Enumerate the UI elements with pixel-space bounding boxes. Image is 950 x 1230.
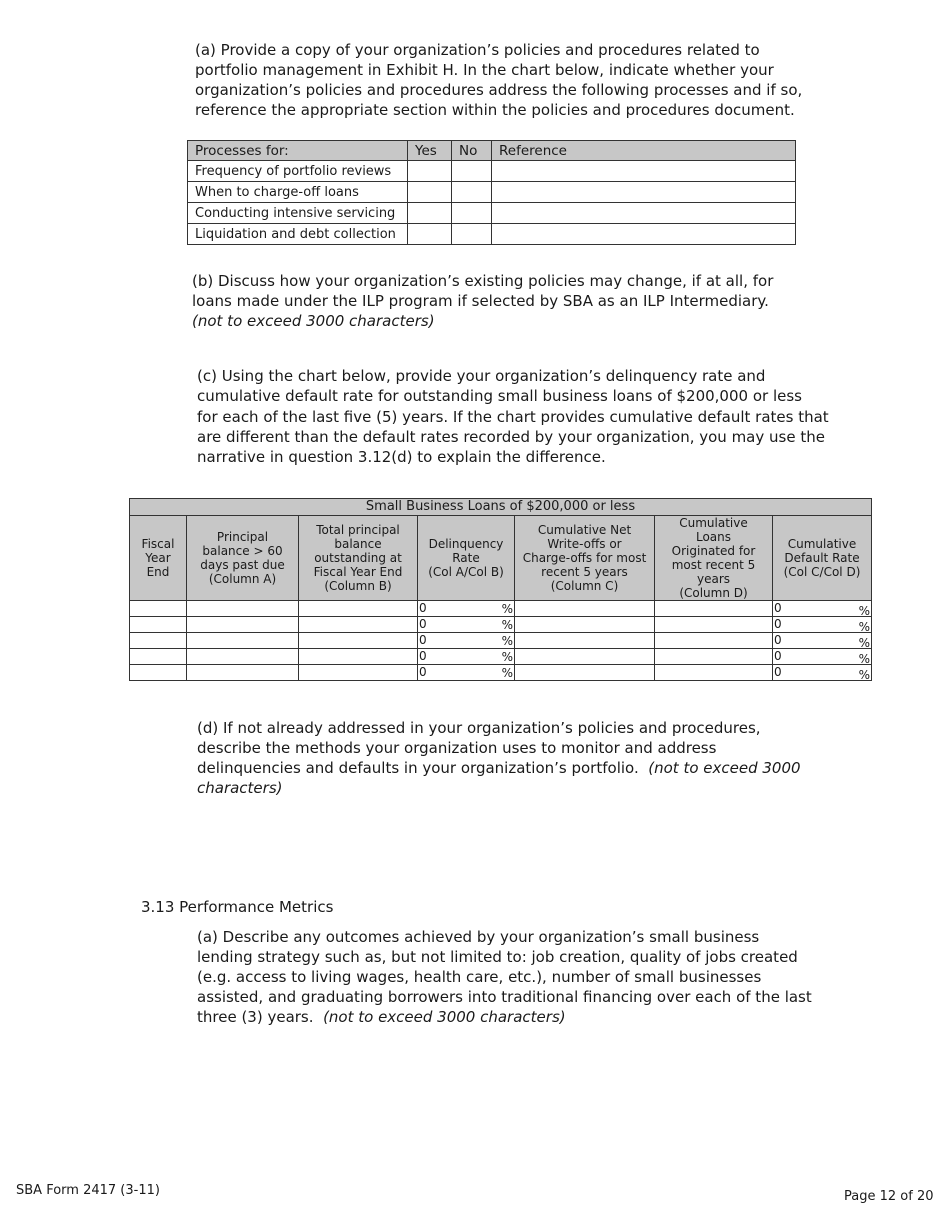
reference-cell[interactable] bbox=[492, 224, 796, 245]
fiscal-year-cell[interactable] bbox=[130, 601, 187, 617]
principal-past-due-cell[interactable] bbox=[187, 601, 299, 617]
section-313a-line: (e.g. access to living wages, health care, etc.), number of small businesses bbox=[197, 968, 762, 986]
header-cumulative-loans-originated: Cumulative Loans Originated for most recent 5 years (Column D) bbox=[655, 516, 773, 601]
table-row bbox=[130, 601, 872, 617]
section-a-text bbox=[195, 40, 802, 120]
section-d-line: (d) If not already addressed in your organization’s policies and procedures, bbox=[197, 719, 761, 737]
section-d-line: describe the methods your organization uses to monitor and address bbox=[197, 739, 717, 757]
loans-originated-cell[interactable] bbox=[655, 665, 773, 681]
loans-originated-cell[interactable] bbox=[655, 649, 773, 665]
no-cell[interactable] bbox=[452, 182, 492, 203]
section-heading: 3.13 Performance Metrics bbox=[141, 898, 334, 916]
loans-originated-cell[interactable] bbox=[655, 601, 773, 617]
section-c-line: narrative in question 3.12(d) to explain the difference. bbox=[197, 448, 606, 467]
default-rate-cell: 0 % bbox=[774, 665, 870, 682]
no-cell[interactable] bbox=[452, 161, 492, 182]
reference-cell[interactable] bbox=[492, 203, 796, 224]
section-c-line: cumulative default rate for outstanding small business loans of $200,000 or less bbox=[197, 387, 802, 406]
table-row bbox=[188, 203, 796, 224]
section-c-line: for each of the last five (5) years. If the chart provides cumulative default rates that bbox=[197, 407, 829, 426]
header-yes: Yes bbox=[408, 141, 452, 161]
header-fiscal-year-end: Fiscal Year End bbox=[130, 516, 187, 601]
principal-past-due-cell[interactable] bbox=[187, 665, 299, 681]
writeoffs-cell[interactable] bbox=[515, 633, 655, 649]
section-c-line: (c) Using the chart below, provide your organization’s delinquency rate and bbox=[197, 367, 766, 385]
yes-cell[interactable] bbox=[408, 161, 452, 182]
delinquency-rate-cell: 0 % bbox=[419, 601, 513, 616]
header-total-principal: Total principal balance outstanding at Fiscal Year End (Column B) bbox=[299, 516, 418, 601]
principal-past-due-cell[interactable] bbox=[187, 617, 299, 633]
loans-table-title: Small Business Loans of $200,000 or less bbox=[130, 499, 872, 516]
small-business-loans-table bbox=[129, 498, 872, 681]
section-313a-line: assisted, and graduating borrowers into traditional financing over each of the last bbox=[197, 988, 812, 1006]
header-cumulative-default-rate: Cumulative Default Rate (Col C/Col D) bbox=[773, 516, 872, 601]
header-no: No bbox=[452, 141, 492, 161]
process-label: Liquidation and debt collection bbox=[188, 224, 408, 245]
default-rate-cell: 0 % bbox=[774, 617, 870, 634]
header-reference: Reference bbox=[492, 141, 796, 161]
section-b-line: loans made under the ILP program if selected by SBA as an ILP Intermediary. bbox=[192, 292, 769, 310]
table-row bbox=[130, 665, 872, 681]
section-b-text bbox=[192, 271, 773, 331]
delinquency-rate-cell: 0 % bbox=[419, 649, 513, 664]
section-d-text bbox=[197, 718, 801, 798]
character-limit-note: (not to exceed 3000 characters) bbox=[323, 1008, 566, 1026]
section-a-line: reference the appropriate section within the policies and procedures document. bbox=[195, 101, 795, 119]
principal-past-due-cell[interactable] bbox=[187, 649, 299, 665]
character-limit-note: (not to exceed 3000 bbox=[648, 759, 801, 777]
delinquency-rate-cell: 0 % bbox=[419, 665, 513, 680]
total-principal-cell[interactable] bbox=[299, 649, 418, 665]
delinquency-rate-cell: 0 % bbox=[419, 633, 513, 648]
header-principal-past-due: Principal balance > 60 days past due (Column A) bbox=[187, 516, 299, 601]
fiscal-year-cell[interactable] bbox=[130, 649, 187, 665]
writeoffs-cell[interactable] bbox=[515, 649, 655, 665]
section-a-line: (a) Provide a copy of your organization’s policies and procedures related to bbox=[195, 41, 760, 59]
section-313a-line: lending strategy such as, but not limited to: job creation, quality of jobs created bbox=[197, 948, 798, 966]
table-row bbox=[188, 161, 796, 182]
table-row bbox=[130, 633, 872, 649]
delinquency-rate-cell: 0 % bbox=[419, 617, 513, 632]
fiscal-year-cell[interactable] bbox=[130, 665, 187, 681]
fiscal-year-cell[interactable] bbox=[130, 633, 187, 649]
section-c-line: are different than the default rates recorded by your organization, you may use the bbox=[197, 427, 825, 446]
section-a-line: organization’s policies and procedures address the following processes and if so, bbox=[195, 81, 803, 99]
table-row bbox=[188, 182, 796, 203]
writeoffs-cell[interactable] bbox=[515, 601, 655, 617]
default-rate-cell: 0 % bbox=[774, 601, 870, 618]
character-limit-note: (not to exceed 3000 characters) bbox=[192, 312, 435, 330]
loans-originated-cell[interactable] bbox=[655, 633, 773, 649]
header-cumulative-writeoffs: Cumulative Net Write-offs or Charge-offs for most recent 5 years (Column C) bbox=[515, 516, 655, 601]
writeoffs-cell[interactable] bbox=[515, 665, 655, 681]
character-limit-note: characters) bbox=[197, 779, 283, 797]
reference-cell[interactable] bbox=[492, 161, 796, 182]
total-principal-cell[interactable] bbox=[299, 617, 418, 633]
section-313a-text bbox=[197, 927, 812, 1027]
principal-past-due-cell[interactable] bbox=[187, 633, 299, 649]
form-id: SBA Form 2417 (3-11) bbox=[16, 1183, 160, 1198]
section-313a-line: (a) Describe any outcomes achieved by your organization’s small business bbox=[197, 928, 760, 946]
process-label: Frequency of portfolio reviews bbox=[188, 161, 408, 182]
page-number: Page 12 of 20 bbox=[844, 1189, 934, 1204]
table-row bbox=[130, 649, 872, 665]
loans-originated-cell[interactable] bbox=[655, 617, 773, 633]
total-principal-cell[interactable] bbox=[299, 601, 418, 617]
yes-cell[interactable] bbox=[408, 224, 452, 245]
section-c-text bbox=[197, 366, 829, 467]
writeoffs-cell[interactable] bbox=[515, 617, 655, 633]
reference-cell[interactable] bbox=[492, 182, 796, 203]
section-b-line: (b) Discuss how your organization’s existing policies may change, if at all, for bbox=[192, 272, 774, 290]
section-313a-line: three (3) years. bbox=[197, 1008, 314, 1026]
yes-cell[interactable] bbox=[408, 203, 452, 224]
default-rate-cell: 0 % bbox=[774, 633, 870, 650]
header-processes: Processes for: bbox=[188, 141, 408, 161]
process-label: When to charge-off loans bbox=[188, 182, 408, 203]
no-cell[interactable] bbox=[452, 224, 492, 245]
header-delinquency-rate: Delinquency Rate (Col A/Col B) bbox=[418, 516, 515, 601]
process-label: Conducting intensive servicing bbox=[188, 203, 408, 224]
no-cell[interactable] bbox=[452, 203, 492, 224]
section-a-line: portfolio management in Exhibit H. In the chart below, indicate whether your bbox=[195, 61, 774, 79]
section-d-line: delinquencies and defaults in your organization’s portfolio. bbox=[197, 759, 639, 777]
table-row bbox=[188, 224, 796, 245]
fiscal-year-cell[interactable] bbox=[130, 617, 187, 633]
processes-table bbox=[187, 140, 796, 245]
yes-cell[interactable] bbox=[408, 182, 452, 203]
default-rate-cell: 0 % bbox=[774, 649, 870, 666]
table-row bbox=[130, 617, 872, 633]
total-principal-cell[interactable] bbox=[299, 633, 418, 649]
total-principal-cell[interactable] bbox=[299, 665, 418, 681]
